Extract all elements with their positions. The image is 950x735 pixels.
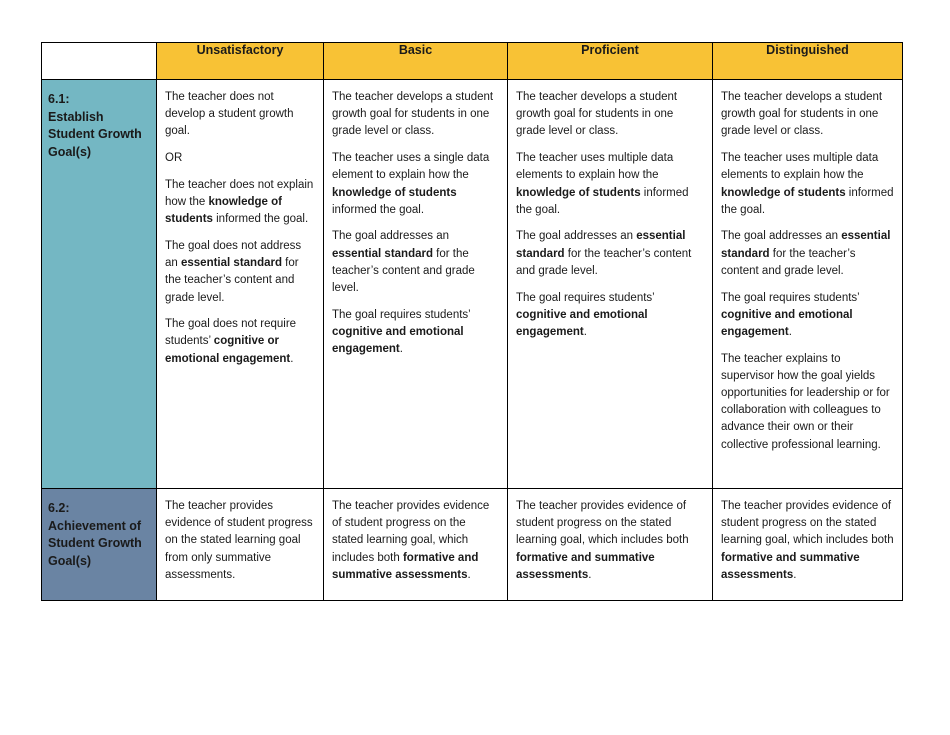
key-term: cognitive and emotional engagement (516, 308, 648, 338)
corner-cell (42, 43, 157, 80)
descriptor-paragraph: The teacher develops a student growth goal for students in one grade level or class. (721, 91, 883, 138)
key-term: cognitive and emotional engagement (332, 325, 464, 356)
descriptor-paragraph: The teacher explains to supervisor how the goal yields opportunities for leadership or for collaboration with colleagues to advance their own or their collective professional learning. (721, 352, 890, 451)
descriptor-paragraph: The teacher develops a student growth goal for students in one grade level or class. (332, 91, 494, 138)
cell-6-1-proficient (508, 80, 713, 489)
descriptor-paragraph: The teacher does not develop a student growth goal. (165, 91, 294, 138)
rubric-table (41, 42, 903, 601)
cell-6-2-basic (324, 489, 508, 601)
descriptor-paragraph: OR (165, 152, 183, 165)
descriptor-paragraph: The teacher develops a student growth goal for students in one grade level or class. (516, 91, 678, 138)
criterion-row-6-1 (42, 80, 903, 489)
descriptor-paragraph: The goal requires students’ cognitive and emotional engagement. (332, 308, 471, 356)
cell-6-1-unsatisfactory (157, 80, 324, 489)
cell-6-1-basic (324, 80, 508, 489)
key-term: essential standard (721, 230, 891, 260)
criterion-heading-6-2 (42, 489, 157, 601)
criterion-heading-6-1 (42, 80, 157, 489)
descriptor-paragraph: The teacher uses multiple data elements to explain how the knowledge of students informed the goal. (516, 152, 689, 216)
criterion-title: Achievement of Student Growth Goal(s) (48, 518, 142, 568)
level-header-distinguished: Distinguished (713, 43, 903, 80)
descriptor-paragraph: The goal does not address an essential standard for the teacher’s content and grade level. (165, 239, 302, 304)
descriptor-paragraph: The teacher does not explain how the knowledge of students informed the goal. (165, 178, 314, 226)
criterion-row-6-2 (42, 489, 903, 601)
descriptor-paragraph: The teacher provides evidence of student progress on the stated learning goal, which includes both formative and summative assessments. (332, 500, 490, 581)
key-term: formative and summative assessments (516, 551, 655, 581)
descriptor-paragraph: The teacher provides evidence of student progress on the stated learning goal, which includes both formative and summative assessments. (516, 500, 689, 581)
key-term: essential standard (332, 247, 433, 260)
key-term: knowledge of students (516, 186, 641, 199)
level-header-unsatisfactory: Unsatisfactory (157, 43, 324, 80)
cell-6-2-proficient (508, 489, 713, 601)
level-header-proficient: Proficient (508, 43, 713, 80)
descriptor-paragraph: The teacher uses a single data element to explain how the knowledge of students informed the goal. (332, 152, 490, 216)
cell-6-2-distinguished (713, 489, 903, 601)
key-term: knowledge of students (332, 186, 457, 199)
descriptor-paragraph: The goal requires students’ cognitive and emotional engagement. (721, 291, 860, 338)
criterion-code: 6.1: (48, 92, 70, 106)
key-term: formative and summative assessments (332, 551, 479, 581)
key-term: knowledge of students (165, 196, 282, 226)
key-term: essential standard (516, 230, 686, 260)
descriptor-paragraph: The goal does not require students’ cognitive or emotional engagement. (165, 318, 297, 365)
key-term: formative and summative assessments (721, 551, 860, 581)
cell-6-2-unsatisfactory (157, 489, 324, 601)
descriptor-paragraph: The goal requires students’ cognitive and emotional engagement. (516, 291, 655, 338)
descriptor-paragraph: The teacher uses multiple data elements to explain how the knowledge of students informed the goal. (721, 152, 894, 216)
level-header-basic: Basic (324, 43, 508, 80)
descriptor-paragraph: The goal addresses an essential standard for the teacher’s content and grade level. (516, 230, 692, 277)
header-row (42, 43, 903, 80)
descriptor-paragraph: The goal addresses an essential standard for the teacher’s content and grade level. (332, 230, 475, 295)
descriptor-paragraph: The teacher provides evidence of student progress on the stated learning goal, which includes both formative and summative assessments. (721, 500, 894, 581)
descriptor-paragraph: The goal addresses an essential standard for the teacher’s content and grade level. (721, 230, 891, 277)
key-term: essential standard (181, 257, 282, 270)
key-term: cognitive or emotional engagement (165, 335, 291, 365)
cell-6-1-distinguished (713, 80, 903, 489)
descriptor-paragraph: The teacher provides evidence of student progress on the stated learning goal from only summative assessments. (165, 500, 313, 581)
key-term: knowledge of students (721, 186, 846, 199)
key-term: cognitive and emotional engagement (721, 308, 853, 338)
criterion-code: 6.2: (48, 501, 70, 515)
criterion-title: Establish Student Growth Goal(s) (48, 109, 142, 159)
